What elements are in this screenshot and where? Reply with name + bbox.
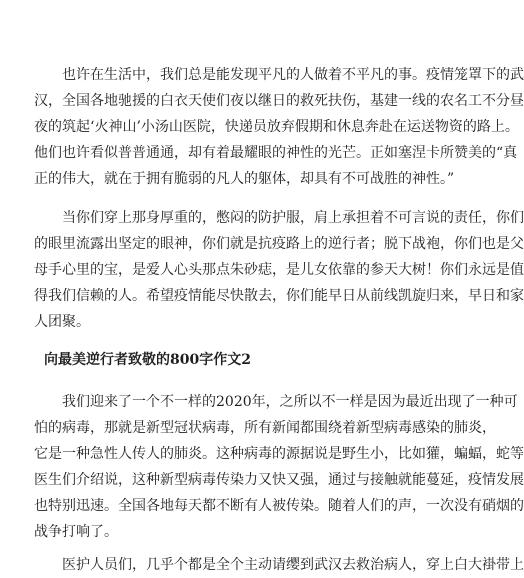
paragraph-line: 人团聚。 xyxy=(34,314,90,330)
paragraph-line: 医护人员们，几乎个都是全个主动请缨到武汉去救治病人，穿上白大褂带上 xyxy=(62,557,524,573)
paragraph-3 xyxy=(34,389,524,545)
paragraph-4 xyxy=(34,552,524,578)
paragraph-line: 我们迎来了一个不一样的2020年，之所以不一样是因为最近出现了一种可 xyxy=(62,394,518,410)
section-heading: 向最美逆行者致敬的800字作文2 xyxy=(44,352,251,368)
paragraph-line: 夜的筑起‘火神山’小汤山医院，快递员放弃假期和休息奔赴在运送物资的路上。 xyxy=(34,119,519,135)
paragraph-line: 正的伟大，就在于拥有脆弱的凡人的躯体，却具有不可战胜的神性。” xyxy=(34,171,455,187)
paragraph-2 xyxy=(34,205,524,335)
paragraph-line: 汉，全国各地驰援的白衣天使们夜以继日的救死扶伤，基建一线的农名工不分昼 xyxy=(34,93,524,109)
paragraph-line: 怕的病毒，那就是新型冠状病毒，所有新闻都围绕着新型病毒感染的肺炎， xyxy=(34,420,496,436)
paragraph-1 xyxy=(34,62,524,192)
paragraph-line: 也特别迅速。全国各地每天都不断有人被传染。随着人们的声，一次没有硝烟的 xyxy=(34,498,524,514)
paragraph-line: 战争打响了。 xyxy=(34,524,118,540)
paragraph-line: 当你们穿上那身厚重的，憋闷的防护服，肩上承担着不可言说的责任，你们 xyxy=(62,210,524,226)
paragraph-line: 它是一种急性人传人的肺炎。这种病毒的源据说是野生小，比如獾，蝙蝠，蛇等 xyxy=(34,446,524,462)
paragraph-line: 的眼里流露出坚定的眼神，你们就是抗疫路上的逆行者；脱下战袍，你们也是父 xyxy=(34,236,524,252)
paragraph-line: 母手心里的宝，是爱人心头那点朱砂痣，是儿女依靠的参天大树！你们永远是值 xyxy=(34,262,524,278)
paragraph-line: 也许在生活中，我们总是能发现平凡的人做着不平凡的事。疫情笼罩下的武 xyxy=(62,67,524,83)
paragraph-line: 医生们介绍说，这种新型病毒传染力又快又强，通过与接触就能蔓延，疫情发展 xyxy=(34,472,524,488)
paragraph-line: 得我们信赖的人。希望疫情能尽快散去，你们能早日从前线凯旋归来，早日和家 xyxy=(34,288,524,304)
paragraph-line: 他们也许看似普普通通，却有着最耀眼的神性的光芒。正如塞涅卡所赞美的“真 xyxy=(34,145,518,161)
